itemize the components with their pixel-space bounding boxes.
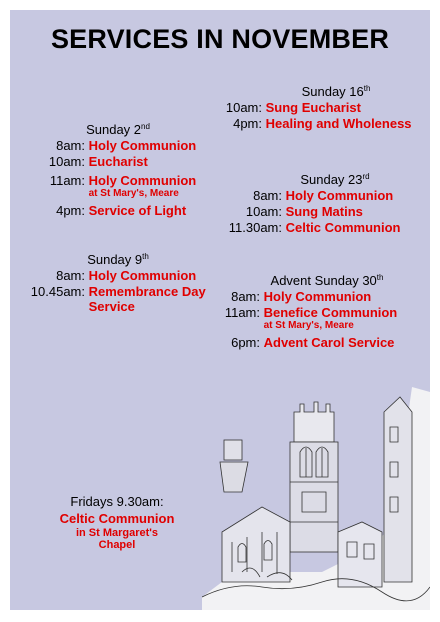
service-time: 11.30am:: [228, 220, 282, 235]
service-row: [224, 305, 430, 331]
service-name: Sung Eucharist: [265, 100, 361, 115]
service-time: 8am:: [56, 268, 85, 283]
sunday-16-block: [224, 84, 430, 132]
day-ordinal: th: [363, 84, 371, 93]
service-name: Holy Communion: [285, 188, 394, 203]
fridays-location-cont: Chapel: [98, 539, 136, 551]
service-row: [18, 154, 218, 169]
service-name: Celtic Communion: [285, 220, 401, 235]
day-label: Sunday 2: [86, 122, 142, 137]
service-name: Holy Communion: [88, 173, 197, 188]
service-detail: [264, 305, 398, 331]
day-heading: [18, 252, 218, 267]
service-time: 10am:: [245, 204, 282, 219]
service-name: Holy Communion: [88, 138, 197, 153]
service-name: Eucharist: [88, 154, 148, 169]
service-location: at St Mary's, Meare: [88, 188, 179, 199]
service-name: Holy Communion: [263, 289, 372, 304]
service-row: [224, 100, 430, 115]
service-time: 8am:: [253, 188, 282, 203]
day-label: Sunday 16: [301, 84, 364, 99]
fridays-location: in St Margaret's: [75, 527, 159, 539]
service-time: 10am:: [48, 154, 85, 169]
fridays-label: Fridays 9.30am:: [70, 494, 164, 509]
day-ordinal: nd: [141, 122, 150, 131]
day-label: Sunday 9: [87, 252, 143, 267]
service-row: [18, 173, 218, 199]
sunday-30-block: [224, 273, 430, 351]
service-row: [18, 203, 218, 218]
service-name: Service of Light: [88, 203, 187, 218]
service-time: 10am:: [225, 100, 262, 115]
service-location: at St Mary's, Meare: [263, 320, 354, 331]
sunday-23-block: [224, 172, 430, 236]
service-name: Remembrance Day: [88, 284, 206, 299]
church-tower-sketch-icon: [202, 382, 430, 610]
day-heading: [18, 122, 218, 137]
service-row: [224, 289, 430, 304]
sunday-9-block: [18, 252, 218, 315]
service-detail: [89, 284, 206, 314]
day-ordinal: rd: [362, 172, 370, 181]
fridays-service: Celtic Communion: [59, 511, 175, 526]
fridays-block: [30, 494, 204, 551]
service-time: 8am:: [231, 289, 260, 304]
service-detail: [89, 173, 197, 199]
service-time: 8am:: [56, 138, 85, 153]
page-title: SERVICES IN NOVEMBER: [50, 24, 390, 54]
service-name: Holy Communion: [88, 268, 197, 283]
service-row: [224, 220, 430, 235]
service-name: Sung Matins: [285, 204, 363, 219]
day-heading: [224, 273, 430, 288]
day-label: Sunday 23: [300, 172, 363, 187]
service-row: [18, 138, 218, 153]
service-time: 4pm:: [56, 203, 85, 218]
service-time: 6pm:: [231, 335, 260, 350]
service-row: [224, 204, 430, 219]
sunday-2-block: [18, 122, 218, 219]
service-row: [18, 268, 218, 283]
service-row: [224, 335, 430, 350]
day-heading: [224, 172, 430, 187]
service-name: Healing and Wholeness: [265, 116, 412, 131]
service-name-cont: Service: [88, 299, 135, 314]
day-heading: [224, 84, 430, 99]
service-row: [224, 188, 430, 203]
day-label: Advent Sunday 30: [270, 273, 377, 288]
day-ordinal: th: [142, 252, 149, 261]
service-time: 11am:: [224, 305, 260, 320]
service-name: Benefice Communion: [263, 305, 398, 320]
service-row: [18, 284, 218, 314]
day-ordinal: th: [376, 273, 384, 282]
service-row: [224, 116, 430, 131]
service-name: Advent Carol Service: [263, 335, 395, 350]
service-time: 4pm:: [233, 116, 262, 131]
service-time: 11am:: [49, 173, 85, 188]
service-time: 10.45am:: [30, 284, 85, 299]
poster: [10, 10, 430, 610]
